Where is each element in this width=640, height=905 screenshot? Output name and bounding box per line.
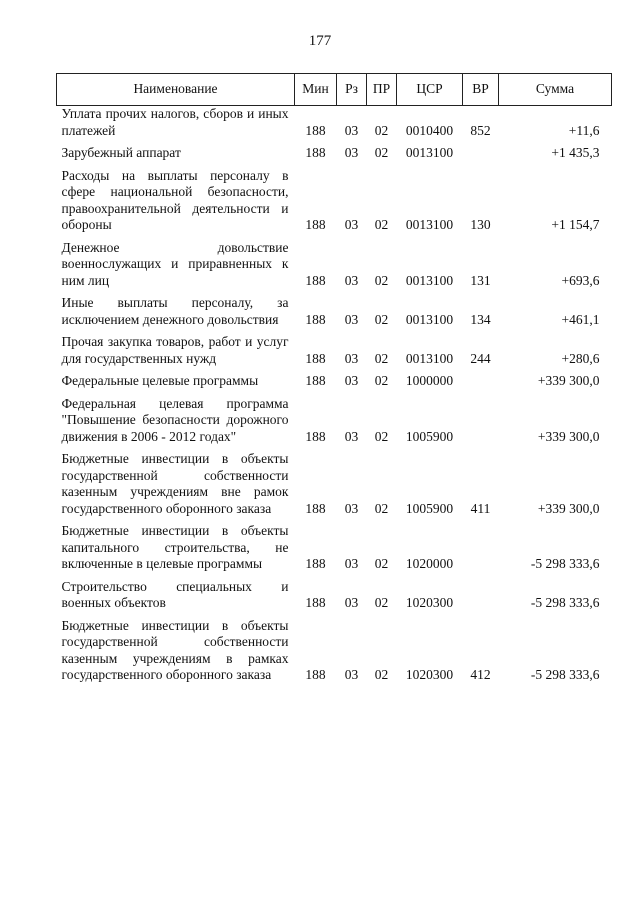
row-rz: 03	[344, 122, 359, 138]
row-rz: 03	[344, 428, 359, 444]
row-csr: 1020000	[405, 556, 454, 571]
table-row	[57, 451, 612, 517]
table-row	[57, 373, 612, 390]
row-pr: 02	[374, 373, 389, 388]
row-name: Зарубежный аппарат	[61, 145, 181, 160]
header-csr: ЦСР	[397, 74, 463, 106]
row-csr: 0013100	[405, 311, 454, 327]
row-name: Уплата прочих налогов, сборов и иных платежей	[61, 106, 289, 138]
row-csr: 1000000	[405, 373, 454, 388]
row-min: 188	[305, 217, 326, 232]
row-name: Строительство специальных и военных объектов	[61, 578, 289, 610]
row-csr: 0010400	[405, 122, 454, 138]
row-name: Иные выплаты персоналу, за исключением денежного довольствия	[61, 295, 289, 327]
row-sum: +461,1	[561, 311, 600, 327]
row-rz: 03	[344, 311, 359, 327]
row-pr: 02	[374, 595, 389, 610]
row-rz: 03	[344, 667, 359, 682]
row-csr: 1020300	[405, 667, 454, 682]
row-sum: -5 298 333,6	[530, 667, 600, 682]
row-pr: 02	[374, 667, 389, 682]
row-name: Расходы на выплаты персоналу в сфере национальной безопасности, правоохранительной деятельности и обороны	[61, 167, 289, 232]
row-rz: 03	[344, 556, 359, 571]
row-csr: 1005900	[405, 428, 454, 444]
row-pr: 02	[374, 500, 389, 516]
row-sum: -5 298 333,6	[530, 556, 600, 571]
row-min: 188	[305, 272, 326, 288]
table-header	[57, 74, 612, 106]
table-row	[57, 396, 612, 446]
table-row	[57, 523, 612, 573]
row-csr: 1005900	[405, 500, 454, 516]
row-name: Денежное довольствие военнослужащих и приравненных к ним лиц	[61, 239, 289, 288]
budget-table	[56, 73, 612, 684]
row-vr: 131	[470, 272, 491, 288]
row-vr	[463, 373, 499, 390]
row-name: Бюджетные инвестиции в объекты капитального строительства, не включенные в целевые программы	[61, 523, 289, 571]
row-pr: 02	[374, 428, 389, 444]
row-csr: 0013100	[405, 217, 454, 232]
row-vr: 412	[470, 667, 491, 682]
row-rz: 03	[344, 373, 359, 388]
row-min: 188	[305, 500, 326, 516]
table-row	[57, 240, 612, 290]
header-rz: Рз	[337, 74, 367, 106]
row-rz: 03	[344, 350, 359, 366]
page-number: 177	[308, 33, 332, 49]
row-rz: 03	[344, 595, 359, 610]
row-pr: 02	[374, 122, 389, 138]
row-csr: 1020300	[405, 595, 454, 610]
row-min: 188	[305, 428, 326, 444]
row-min: 188	[305, 350, 326, 366]
row-sum: +11,6	[568, 122, 600, 138]
row-sum: +693,6	[561, 272, 600, 288]
header-vr: ВР	[463, 74, 499, 106]
row-vr	[463, 523, 499, 573]
row-csr: 0013100	[405, 350, 454, 366]
row-pr: 02	[374, 145, 389, 160]
row-name: Прочая закупка товаров, работ и услуг для государственных нужд	[61, 334, 289, 366]
row-rz: 03	[344, 145, 359, 160]
row-min: 188	[305, 667, 326, 682]
row-min: 188	[305, 595, 326, 610]
header-min: Мин	[295, 74, 337, 106]
row-name: Бюджетные инвестиции в объекты государственной собственности казенным учреждениям в рамках государственного оборонного заказа	[61, 617, 289, 682]
row-min: 188	[305, 373, 326, 388]
row-sum: +1 154,7	[551, 217, 600, 232]
table-row	[57, 618, 612, 684]
row-sum: +280,6	[561, 350, 600, 366]
row-pr: 02	[374, 311, 389, 327]
row-sum: +1 435,3	[551, 145, 600, 160]
row-vr: 134	[470, 311, 491, 327]
row-csr: 0013100	[405, 145, 454, 160]
row-sum: +339 300,0	[537, 428, 600, 444]
row-vr	[463, 579, 499, 612]
header-pr: ПР	[367, 74, 397, 106]
row-min: 188	[305, 122, 326, 138]
row-min: 188	[305, 145, 326, 160]
row-vr	[463, 145, 499, 162]
row-sum: -5 298 333,6	[530, 595, 600, 610]
row-pr: 02	[374, 350, 389, 366]
table-row	[57, 579, 612, 612]
table-row	[57, 295, 612, 328]
row-pr: 02	[374, 272, 389, 288]
row-rz: 03	[344, 500, 359, 516]
row-vr: 244	[470, 350, 491, 366]
row-name: Федеральные целевые программы	[61, 373, 259, 388]
row-min: 188	[305, 311, 326, 327]
table-body	[57, 106, 612, 684]
row-vr: 411	[470, 500, 491, 516]
table-row	[57, 168, 612, 234]
row-rz: 03	[344, 272, 359, 288]
row-pr: 02	[374, 556, 389, 571]
row-vr: 852	[470, 122, 491, 138]
row-csr: 0013100	[405, 272, 454, 288]
row-pr: 02	[374, 217, 389, 232]
row-min: 188	[305, 556, 326, 571]
header-sum: Сумма	[499, 74, 612, 106]
row-sum: +339 300,0	[537, 373, 600, 388]
row-rz: 03	[344, 217, 359, 232]
table-row	[57, 145, 612, 162]
row-vr	[463, 396, 499, 446]
row-vr: 130	[470, 217, 491, 232]
table-row	[57, 334, 612, 367]
row-name: Федеральная целевая программа "Повышение безопасности дорожного движения в 2006 - 2012 годах"	[61, 395, 289, 444]
header-name: Наименование	[57, 74, 295, 106]
table-row	[57, 106, 612, 140]
row-sum: +339 300,0	[537, 500, 600, 516]
row-name: Бюджетные инвестиции в объекты государственной собственности казенным учреждениям вне рамок государственного оборонного заказа	[61, 451, 289, 516]
